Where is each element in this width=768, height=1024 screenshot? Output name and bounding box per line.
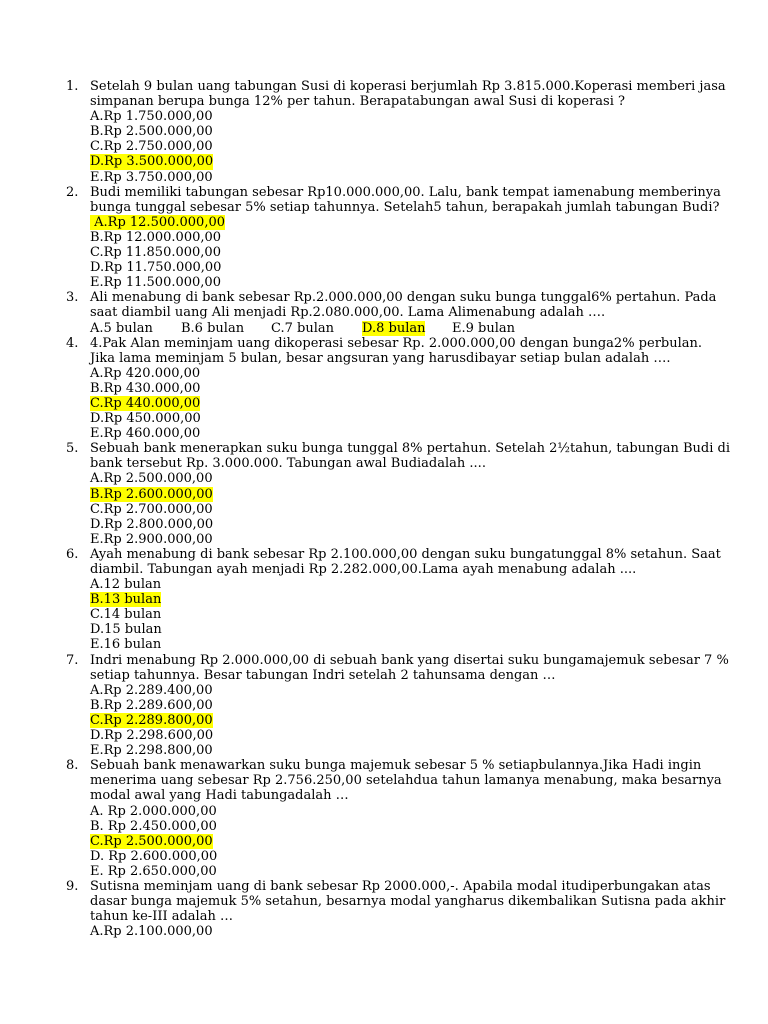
question-body — [90, 441, 730, 547]
question-number: 7. — [66, 652, 79, 668]
answer-option-highlighted: C.Rp 440.000,00 — [90, 395, 201, 411]
answer-option-line — [90, 577, 721, 592]
question-body — [90, 79, 726, 185]
answer-option: E.Rp 11.500.000,00 — [90, 275, 221, 291]
answer-option-line — [90, 834, 722, 849]
question-text-line: Sutisna meminjam uang di bank sebesar Rp 2000.000,-. Apabila modal itudiperbungakan atas — [90, 878, 711, 894]
question-number: 3. — [66, 290, 79, 306]
answer-option-line — [90, 713, 729, 728]
answer-option: E.9 bulan — [452, 320, 516, 336]
answer-option-highlighted: A.Rp 12.500.000,00 — [90, 214, 226, 230]
question-body — [90, 879, 725, 939]
answer-option-line — [90, 471, 730, 486]
question-number: 6. — [66, 546, 79, 562]
answer-option: D.Rp 450.000,00 — [90, 411, 201, 427]
answer-option-line — [90, 698, 729, 713]
answer-option-line — [90, 728, 729, 743]
question-text-line: Budi memiliki tabungan sebesar Rp10.000.000,00. Lalu, bank tempat iamenabung memberinya — [90, 184, 721, 200]
question-text-line: Sebuah bank menerapkan suku bunga tunggal 8% pertahun. Setelah 2½tahun, tabungan Budi di — [90, 441, 730, 457]
question-body — [90, 547, 721, 653]
answer-option-line — [90, 139, 726, 154]
answer-option-line — [90, 396, 702, 411]
answer-option-line — [90, 864, 722, 879]
question-body — [90, 653, 729, 759]
question-text-line: Indri menabung Rp 2.000.000,00 di sebuah bank yang disertai suku bungamajemuk sebesar 7 % — [90, 652, 729, 668]
answer-option: A. Rp 2.000.000,00 — [90, 803, 217, 819]
answer-option-line — [90, 924, 725, 939]
answer-option: A.5 bulan — [90, 320, 153, 336]
question-text-line: modal awal yang Hadi tabungadalah … — [90, 788, 349, 804]
answer-option-line — [90, 502, 730, 517]
question-item — [66, 79, 726, 185]
question-text-line: saat diambil uang Ali menjadi Rp.2.080.000,00. Lama Alimenabung adalah …. — [90, 305, 606, 321]
question-item — [66, 652, 729, 759]
inline-option-cell — [362, 321, 452, 336]
answer-option: E.16 bulan — [90, 637, 162, 653]
answer-option-highlighted: D.8 bulan — [362, 320, 426, 336]
answer-option-line — [90, 849, 722, 864]
answer-option: B.Rp 2.289.600,00 — [90, 697, 213, 713]
answer-option-highlighted: B.13 bulan — [90, 592, 162, 608]
answer-option: B.Rp 12.000.000,00 — [90, 229, 222, 245]
answer-option-highlighted: C.Rp 2.289.800,00 — [90, 712, 213, 728]
answer-option: E.Rp 3.750.000,00 — [90, 169, 213, 185]
question-text-line: Ayah menabung di bank sebesar Rp 2.100.000,00 dengan suku bungatunggal 8% setahun. Saat — [90, 546, 721, 562]
answer-option: A.Rp 2.100.000,00 — [90, 924, 213, 940]
answer-option: E. Rp 2.650.000,00 — [90, 863, 217, 879]
question-text-line: 4.Pak Alan meminjam uang dikoperasi sebesar Rp. 2.000.000,00 dengan bunga2% perbulan. — [90, 335, 703, 351]
answer-option-line — [90, 381, 702, 396]
answer-option-highlighted: B.Rp 2.600.000,00 — [90, 486, 213, 502]
question-text-line: simpanan berupa bunga 12% per tahun. Berapatabungan awal Susi di koperasi ? — [90, 94, 625, 110]
answer-option: C.Rp 2.750.000,00 — [90, 139, 213, 155]
question-text-line: tahun ke-III adalah … — [90, 909, 233, 925]
answer-option: E.Rp 2.298.800,00 — [90, 743, 213, 759]
answer-option: D.Rp 2.800.000,00 — [90, 516, 214, 532]
answer-option-line — [90, 804, 722, 819]
question-number: 1. — [66, 79, 79, 94]
answer-option: A.Rp 420.000,00 — [90, 365, 201, 381]
answer-option-line — [90, 170, 726, 185]
answer-option-line — [90, 532, 730, 547]
answer-option-line — [90, 411, 702, 426]
answer-option-line — [90, 819, 722, 834]
inline-option-cell — [271, 321, 362, 336]
question-item — [66, 441, 730, 547]
question-text-line: setiap tahunnya. Besar tabungan Indri setelah 2 tahunsama dengan … — [90, 667, 556, 683]
question-text-line: Ali menabung di bank sebesar Rp.2.000.000,00 dengan suku bunga tunggal6% pertahun. Pada — [90, 290, 717, 306]
answer-option: D. Rp 2.600.000,00 — [90, 848, 218, 864]
question-text-line: bank tersebut Rp. 3.000.000. Tabungan awal Budiadalah .... — [90, 456, 486, 472]
answer-option: A.Rp 1.750.000,00 — [90, 109, 213, 125]
answer-option-line — [90, 230, 721, 245]
question-number: 5. — [66, 441, 79, 457]
question-number: 8. — [66, 758, 79, 774]
question-text-line: menerima uang sebesar Rp 2.756.250,00 setelahdua tahun lamanya menabung, maka besarnya — [90, 773, 722, 789]
question-number: 4. — [66, 335, 79, 351]
answer-option-highlighted: C.Rp 2.500.000,00 — [90, 833, 213, 849]
answer-option-line — [90, 683, 729, 698]
question-text-line: Sebuah bank menawarkan suku bunga majemuk sebesar 5 % setiapbulannya.Jika Hadi ingin — [90, 758, 702, 774]
answer-option-line — [90, 124, 726, 139]
question-body — [90, 185, 721, 291]
inline-option-cell — [90, 321, 181, 336]
question-number: 2. — [66, 184, 79, 200]
answer-option-line — [90, 607, 721, 622]
answer-option-line — [90, 215, 721, 230]
answer-option: B.6 bulan — [181, 320, 245, 336]
answer-option-line — [90, 245, 721, 260]
inline-answer-options — [90, 321, 716, 336]
answer-option: C.14 bulan — [90, 607, 162, 623]
answer-option: D.15 bulan — [90, 622, 162, 638]
answer-option-line — [90, 154, 726, 169]
answer-option: B. Rp 2.450.000,00 — [90, 818, 217, 834]
question-item — [66, 878, 726, 940]
question-text-line: bunga tunggal sebesar 5% setiap tahunnya. Setelah5 tahun, berapakah jumlah tabungan Budi? — [90, 199, 720, 215]
question-item — [66, 335, 703, 442]
answer-option: E.Rp 460.000,00 — [90, 426, 201, 442]
question-item — [66, 184, 721, 291]
question-body — [90, 336, 702, 442]
answer-option-line — [90, 275, 721, 290]
answer-option: A.Rp 2.500.000,00 — [90, 471, 213, 487]
answer-option: D.Rp 2.298.600,00 — [90, 728, 214, 744]
question-number: 9. — [66, 878, 79, 894]
answer-option: A.12 bulan — [90, 577, 162, 593]
answer-option-line — [90, 592, 721, 607]
question-body — [90, 758, 722, 879]
question-item — [66, 290, 717, 336]
answer-option: B.Rp 2.500.000,00 — [90, 124, 213, 140]
answer-option-line — [90, 743, 729, 758]
question-text-line: diambil. Tabungan ayah menjadi Rp 2.282.000,00.Lama ayah menabung adalah .... — [90, 562, 637, 577]
question-item — [66, 546, 721, 653]
question-text-line: Setelah 9 bulan uang tabungan Susi di koperasi berjumlah Rp 3.815.000.Koperasi memberi jasa — [90, 79, 726, 94]
inline-option-cell — [181, 321, 271, 336]
question-text-line: Jika lama meminjam 5 bulan, besar angsuran yang harusdibayar setiap bulan adalah …. — [90, 350, 671, 366]
question-body — [90, 290, 716, 335]
answer-option-line — [90, 366, 702, 381]
answer-option-line — [90, 622, 721, 637]
question-item — [66, 758, 722, 879]
question-list — [66, 79, 730, 940]
answer-option: C.7 bulan — [271, 320, 334, 336]
answer-option: A.Rp 2.289.400,00 — [90, 682, 213, 698]
answer-option-line — [90, 426, 702, 441]
answer-option-line — [90, 109, 726, 124]
answer-option-highlighted: D.Rp 3.500.000,00 — [90, 154, 214, 170]
answer-option: C.Rp 11.850.000,00 — [90, 245, 221, 261]
answer-option-line — [90, 487, 730, 502]
inline-option-cell — [452, 321, 542, 336]
answer-option-line — [90, 637, 721, 652]
answer-option-line — [90, 260, 721, 275]
answer-option: C.Rp 2.700.000,00 — [90, 501, 213, 517]
answer-option-line — [90, 517, 730, 532]
answer-option: D.Rp 11.750.000,00 — [90, 260, 222, 276]
answer-option: B.Rp 430.000,00 — [90, 380, 201, 396]
question-text-line: dasar bunga majemuk 5% setahun, besarnya modal yangharus dikembalikan Sutisna pada akhir — [90, 894, 726, 910]
answer-option: E.Rp 2.900.000,00 — [90, 531, 213, 547]
